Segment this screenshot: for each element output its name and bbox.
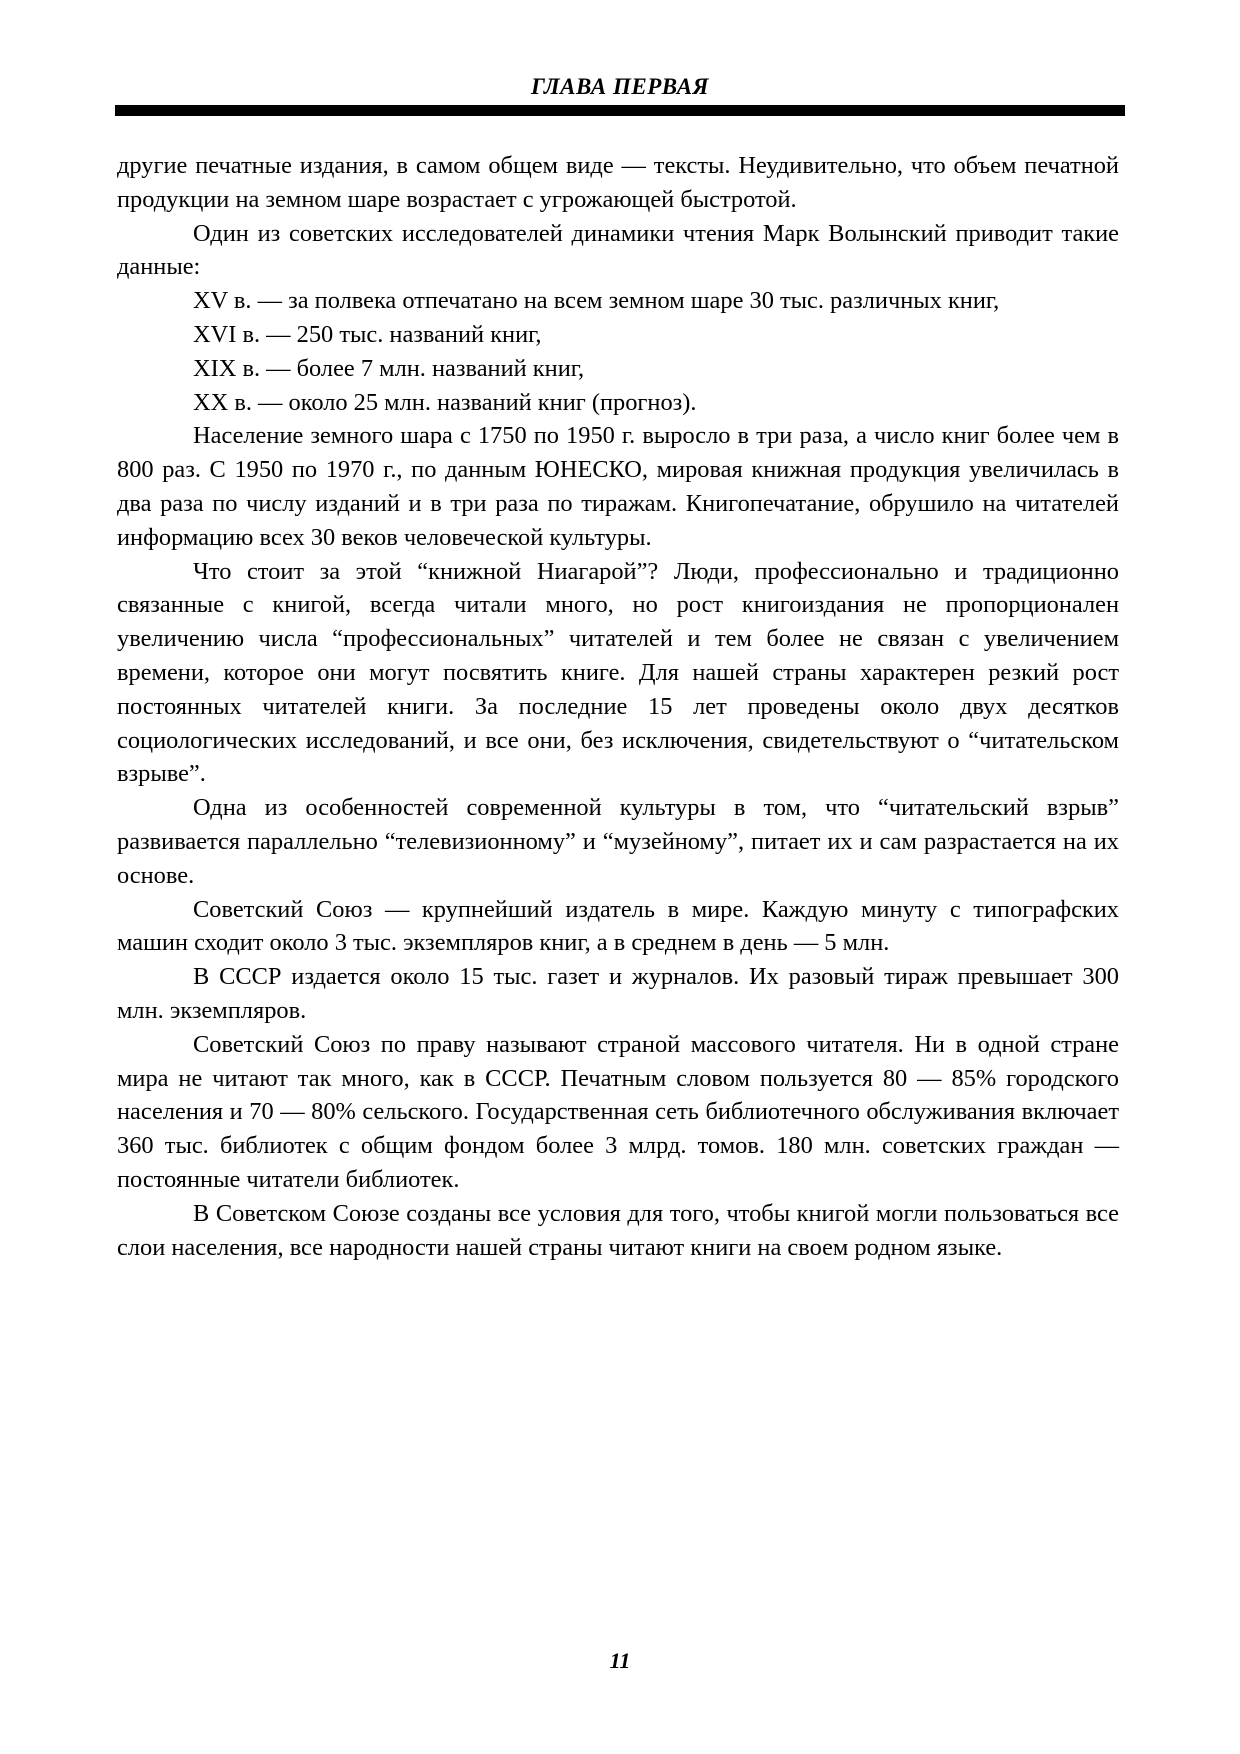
paragraph-population: Население земного шара с 1750 по 1950 г. выросло в три раза, а число книг более чем в 800 раз. С 1950 по 1970 г., по данным ЮНЕСКО, мировая книжная продукция увеличилась в два раза по числу изданий и в три раза по тиражам. Книгопечатание, обрушило на читателей информацию всех 30 веков человеческой культуры. xyxy=(117,422,1119,551)
paragraph-volynsky-intro: Один из советских исследователей динамики чтения Марк Волынский приводит такие данные: xyxy=(117,219,1119,281)
paragraph-mass-reader: Советский Союз по праву называют страной массового читателя. Ни в одной стране мира не читают так много, как в СССР. Печатным словом пользуется 80 — 85% городского населения и 70 — 80% сельского. Государственная сеть библиотечного обслуживания включает 360 тыс. библиотек с общим фондом более 3 млрд. томов. 180 млн. советских граждан — постоянные читатели библиотек. xyxy=(117,1030,1119,1193)
list-item-xv-century: XV в. — за полвека отпечатано на всем земном шаре 30 тыс. различных книг, xyxy=(193,287,1000,315)
paragraph-largest-publisher: Советский Союз — крупнейший издатель в мире. Каждую минуту с типографских машин сходит около 3 тыс. экземпляров книг, а в среднем в день — 5 млн. xyxy=(117,895,1119,957)
page-number: 11 xyxy=(609,1648,631,1673)
paragraph-continuation: другие печатные издания, в самом общем виде — тексты. Неудивительно, что объем печатной продукции на земном шаре возрастает с угрожающей быстротой. xyxy=(117,152,1119,213)
header-rule-divider xyxy=(115,105,1125,116)
list-item-xx-century: XX в. — около 25 млн. названий книг (прогноз). xyxy=(193,388,697,416)
paragraph-newspapers: В СССР издается около 15 тыс. газет и журналов. Их разовый тираж превышает 300 млн. экземпляров. xyxy=(117,963,1119,1024)
paragraph-conditions: В Советском Союзе созданы все условия для того, чтобы книгой могли пользоваться все слои населения, все народности нашей страны читают книги на своем родном языке. xyxy=(117,1199,1119,1261)
list-item-xix-century: XIX в. — более 7 млн. названий книг, xyxy=(193,354,585,382)
paragraph-book-niagara: Что стоит за этой “книжной Ниагарой”? Люди, профессионально и традиционно связанные с книгой, всегда читали много, но рост книгоиздания не пропорционален увеличению числа “профессиональных” читателей и тем более не связан с увеличением времени, которое они могут посвятить книге. Для нашей страны характерен резкий рост постоянных читателей книги. За последние 15 лет проведены около двух десятков социологических исследований, и все они, без исключения, свидетельствуют о “читательском взрыве”. xyxy=(117,557,1119,788)
running-head-title: ГЛАВА ПЕРВАЯ xyxy=(531,74,709,99)
body-text xyxy=(117,149,1119,1264)
list-item-xvi-century: XVI в. — 250 тыс. названий книг, xyxy=(193,320,542,348)
paragraph-reading-explosion: Одна из особенностей современной культуры в том, что “читательский взрыв” развивается параллельно “телевизионному” и “музейному”, питает их и сам разрастается на их основе. xyxy=(117,794,1119,889)
